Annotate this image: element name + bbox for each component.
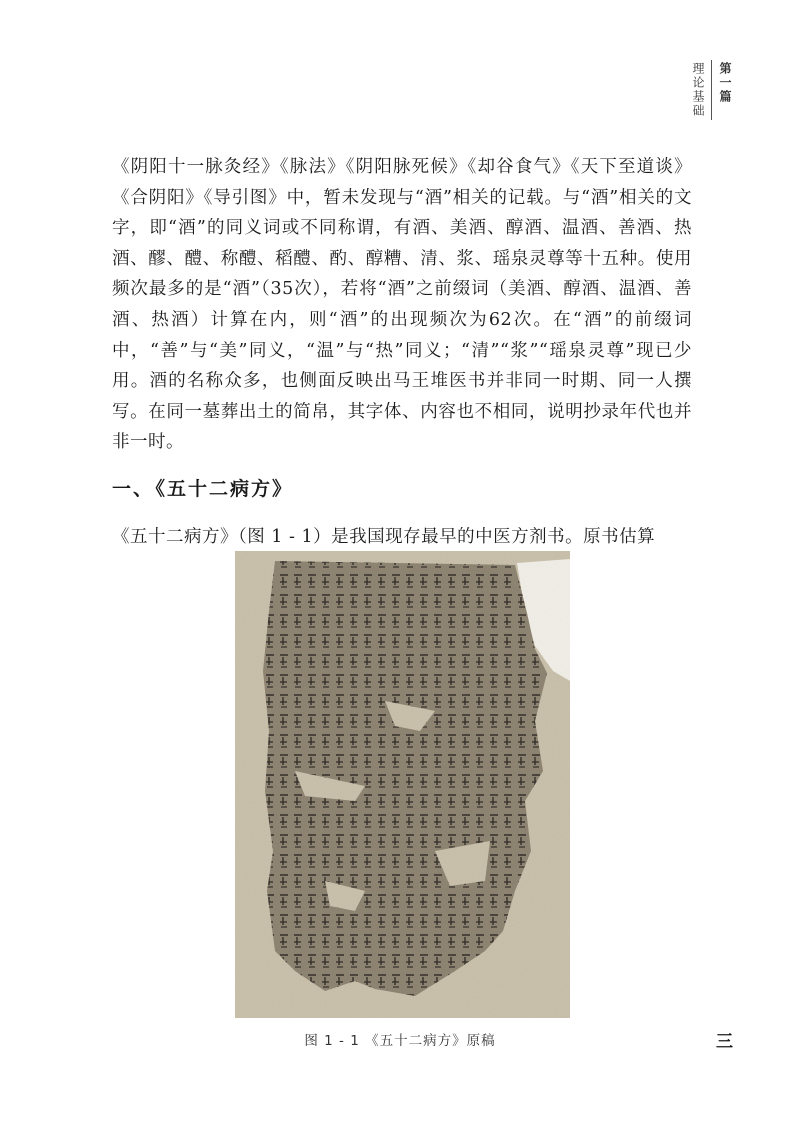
section-number: 一、 — [112, 478, 155, 500]
section-title: 《五十二病方》 — [146, 478, 294, 500]
running-header-section: 理论基础 — [691, 62, 705, 118]
body-paragraph-block — [112, 152, 692, 458]
body-paragraph: 《阴阳十一脉灸经》《脉法》《阴阳脉死候》《却谷食气》《天下至道谈》《合阴阳》《导引图》中，暂未发现与“酒”相关的记载。与“酒”相关的文字，即“酒”的同义词或不同称谓，有酒、美酒、醇酒、温酒、善酒、热酒、醪、醴、称醴、稻醴、酌、醇糟、清、浆、瑶泉灵尊等十五种。使用频次最多的是“酒”（35次），若将“酒”之前缀词（美酒、醇酒、温酒、善酒、热酒）计算在内，则“酒”的出现频次为62次。在“酒”的前缀词中，“善”与“美”同义，“温”与“热”同义；“清”“浆”“瑶泉灵尊”现已少用。酒的名称众多，也侧面反映出马王堆医书并非同一时期、同一人撰写。在同一墓葬出土的简帛，其字体、内容也不相同，说明抄录年代也并非一时。 — [112, 157, 692, 453]
running-header-part: 第一篇 — [718, 62, 732, 104]
running-header-divider — [711, 60, 712, 120]
page-number: 三 — [716, 1032, 733, 1052]
running-header — [687, 60, 736, 120]
section-heading — [112, 474, 293, 501]
manuscript-image — [235, 551, 570, 1018]
figure-caption: 图 1 - 1 《五十二病方》原稿 — [304, 1033, 496, 1049]
manuscript-figure — [235, 551, 570, 1018]
intro-paragraph: 《五十二病方》（图 1 - 1）是我国现存最早的中医方剂书。原书估算 — [112, 527, 656, 547]
